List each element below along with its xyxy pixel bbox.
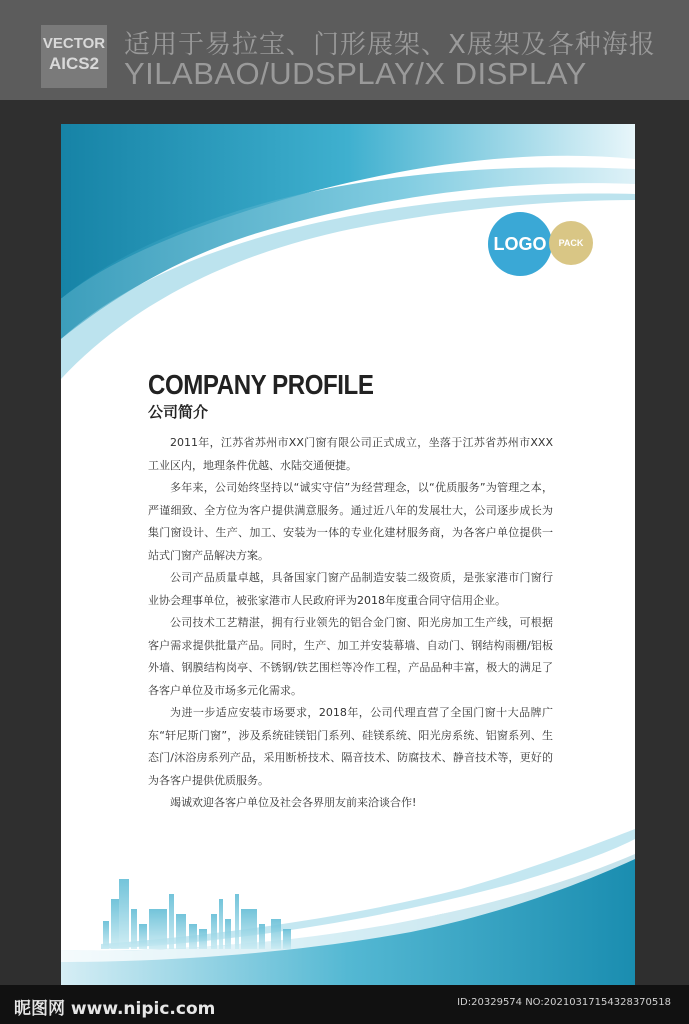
city-skyline-icon — [103, 879, 291, 949]
paragraph: 竭诚欢迎各客户单位及社会各界朋友前来洽谈合作! — [170, 796, 417, 809]
pack-badge: PACK — [549, 221, 593, 265]
watermark-footer — [0, 985, 689, 1024]
paragraph: 多年来，公司始终坚持以“诚实守信”为经营理念，以“优质服务”为管理之本，严谨细致、全方位为客户提供满意服务。通过近八年的发展壮大，公司逐步成长为集门窗设计、生产、加工、安装为一体的专业化建材服务商，为各客户单位提供一站式门窗产品解决方案。 — [148, 481, 553, 562]
paragraph: 公司产品质量卓越，具备国家门窗产品制造安装二级资质，是张家港市门窗行业协会理事单位，被张家港市人民政府评为2018年度重合同守信用企业。 — [148, 571, 553, 607]
paragraph: 公司技术工艺精湛，拥有行业领先的铝合金门窗、阳光房加工生产线，可根据客户需求提供批量产品。同时，生产、加工并安装幕墙、自动门、钢结构雨棚/铝板外墙、钢膜结构岗亭、不锈钢/铁艺围栏等冷作工程，产品品种丰富，极大的满足了各客户单位及市场多元化需求。 — [148, 616, 553, 697]
profile-body — [148, 432, 553, 815]
page-subtitle: 公司简介 — [148, 403, 209, 421]
image-id: ID:20329574 NO:20210317154328370518 — [457, 997, 671, 1008]
logo-badge: LOGO — [488, 212, 552, 276]
banner-title-en: YILABAO/UDSPLAY/X DISPLAY — [124, 56, 587, 91]
paragraph: 为进一步适应安装市场要求，2018年，公司代理直营了全国门窗十大品牌广东“轩尼斯门窗”，涉及系统硅镁铝门系列、硅镁系统、阳光房系统、铝窗系列、生态门/沐浴房系列产品，采用断桥技术、隔音技术、防腐技术、静音技术等，更好的为各客户提供优质服务。 — [148, 706, 553, 787]
top-banner — [0, 0, 689, 100]
page-title: COMPANY PROFILE — [148, 369, 374, 400]
poster — [61, 124, 635, 985]
banner-title-cn: 适用于易拉宝、门形展架、X展架及各种海报 — [124, 30, 656, 60]
badge-line2: AICS2 — [48, 54, 100, 73]
badge-line1: VECTOR — [42, 35, 106, 52]
vector-badge — [41, 25, 107, 88]
paragraph: 2011年，江苏省苏州市XX门窗有限公司正式成立，坐落于江苏省苏州市XXX工业区内，地理条件优越、水陆交通便捷。 — [148, 436, 553, 472]
site-watermark: 昵图网 www.nipic.com — [14, 999, 216, 1019]
